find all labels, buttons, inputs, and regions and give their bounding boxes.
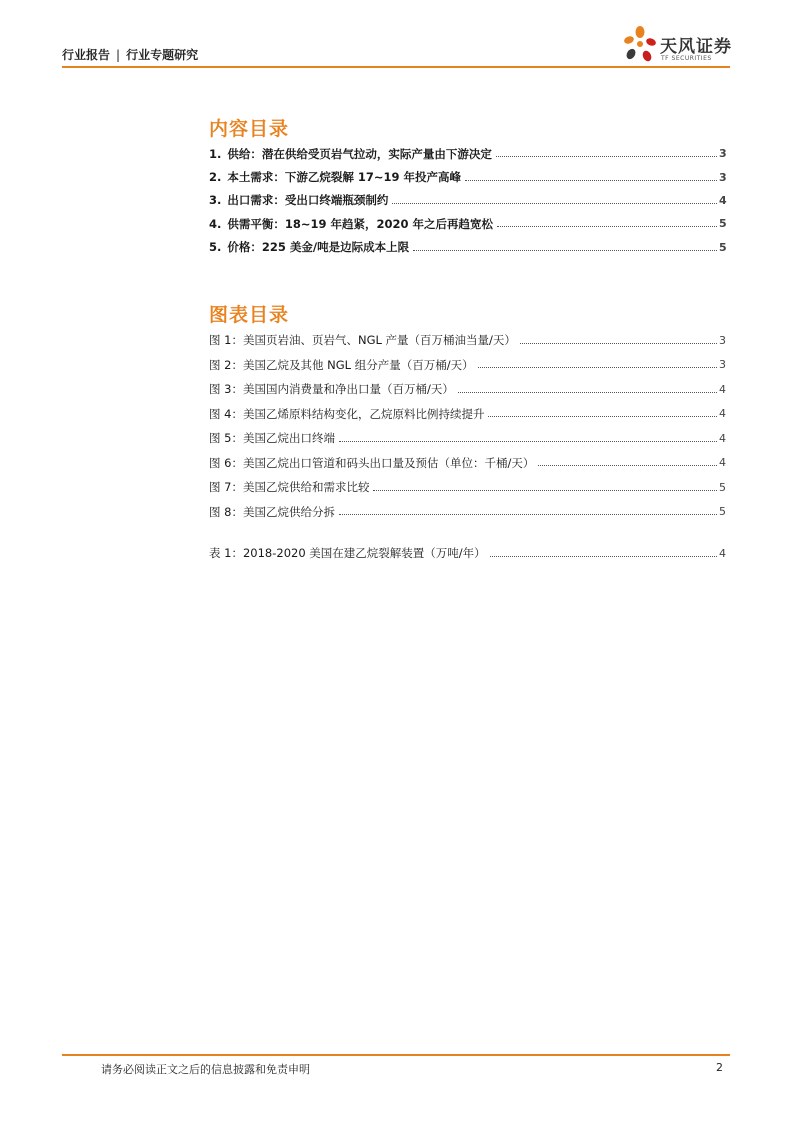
dot-leader [339,441,717,442]
figure-item[interactable] [209,402,726,427]
figure-item-text: 图 7：美国乙烷供给和需求比较 [209,480,370,495]
contents-item[interactable]: 3. 出口需求：受出口终端瓶颈制约 4 [209,193,727,208]
figure-item[interactable] [209,426,726,451]
table-item[interactable] [209,541,726,566]
contents-list [209,142,727,259]
logo-chinese-name: 天风证券 [660,37,732,57]
figure-item-text: 图 1：美国页岩油、页岩气、NGL 产量（百万桶油当量/天） [209,333,516,348]
contents-item[interactable]: 2. 本土需求：下游乙烷裂解 17~19 年投产高峰 3 [209,170,727,185]
report-category: 行业报告 [62,48,111,62]
figure-item[interactable] [209,475,726,500]
dot-leader [497,226,717,227]
contents-item-page: 4 [719,193,727,207]
report-type-header [62,46,198,63]
dot-leader [458,392,717,393]
figure-item-page: 4 [719,431,726,445]
logo-english-name: TF SECURITIES [661,55,712,62]
figure-item[interactable] [209,377,726,402]
tables-list [209,541,726,566]
figure-item-page: 5 [719,480,726,494]
table-item-text: 表 1：2018-2020 美国在建乙烷裂解装置（万吨/年） [209,546,486,561]
dot-leader [465,180,717,181]
dot-leader [538,465,717,466]
contents-item-text: 出口需求：受出口终端瓶颈制约 [227,193,389,208]
figure-item-page: 3 [719,333,726,347]
dot-leader [392,203,717,204]
figure-item-page: 4 [719,407,726,421]
contents-item-page: 5 [719,217,727,231]
contents-item[interactable]: 5. 价格：225 美金/吨是边际成本上限 5 [209,240,727,255]
contents-item-text: 供给：潜在供给受页岩气拉动，实际产量由下游决定 [227,146,492,161]
figure-item-page: 3 [719,358,726,372]
figure-item-text: 图 5：美国乙烷出口终端 [209,431,335,446]
contents-title: 内容目录 [209,118,290,140]
dot-leader [490,556,717,557]
figures-title: 图表目录 [209,304,290,326]
figure-item[interactable] [209,328,726,353]
figure-item-text: 图 2：美国乙烷及其他 NGL 组分产量（百万桶/天） [209,357,474,372]
dot-leader [373,490,717,491]
figure-item-text: 图 4：美国乙烯原料结构变化，乙烷原料比例持续提升 [209,406,485,421]
dot-leader [496,156,717,157]
dot-leader [413,250,717,251]
header-separator: | [116,48,121,62]
company-logo [622,24,734,68]
contents-item-text: 价格：225 美金/吨是边际成本上限 [227,240,410,255]
header-divider [62,66,730,68]
dot-leader [478,367,717,368]
contents-item[interactable]: 1. 供给：潜在供给受页岩气拉动，实际产量由下游决定 3 [209,146,727,161]
table-item-page: 4 [719,546,726,560]
contents-item[interactable]: 4. 供需平衡：18~19 年趋紧，2020 年之后再趋宽松 5 [209,216,727,231]
figure-item-text: 图 3：美国国内消费量和净出口量（百万桶/天） [209,382,454,397]
dot-leader [520,343,717,344]
contents-item-page: 3 [719,147,727,161]
figure-item[interactable] [209,500,726,525]
dot-leader [339,514,717,515]
contents-item-page: 3 [719,170,727,184]
figure-item[interactable] [209,353,726,378]
flower-logo-icon [622,24,658,68]
figure-item-text: 图 6：美国乙烷出口管道和码头出口量及预估（单位：千桶/天） [209,455,535,470]
report-subcategory: 行业专题研究 [126,48,199,62]
footer-disclaimer: 请务必阅读正文之后的信息披露和免责申明 [101,1063,310,1076]
contents-item-text: 本土需求：下游乙烷裂解 17~19 年投产高峰 [227,170,462,185]
contents-item-text: 供需平衡：18~19 年趋紧，2020 年之后再趋宽松 [227,216,494,231]
figure-item-page: 4 [719,382,726,396]
page-number: 2 [716,1061,723,1074]
contents-item-page: 5 [719,240,727,254]
figure-item-text: 图 8：美国乙烷供给分拆 [209,504,335,519]
figure-item[interactable] [209,451,726,476]
figures-list [209,328,726,524]
footer-divider [62,1054,730,1056]
figure-item-page: 4 [719,456,726,470]
figure-item-page: 5 [719,505,726,519]
dot-leader [488,416,717,417]
